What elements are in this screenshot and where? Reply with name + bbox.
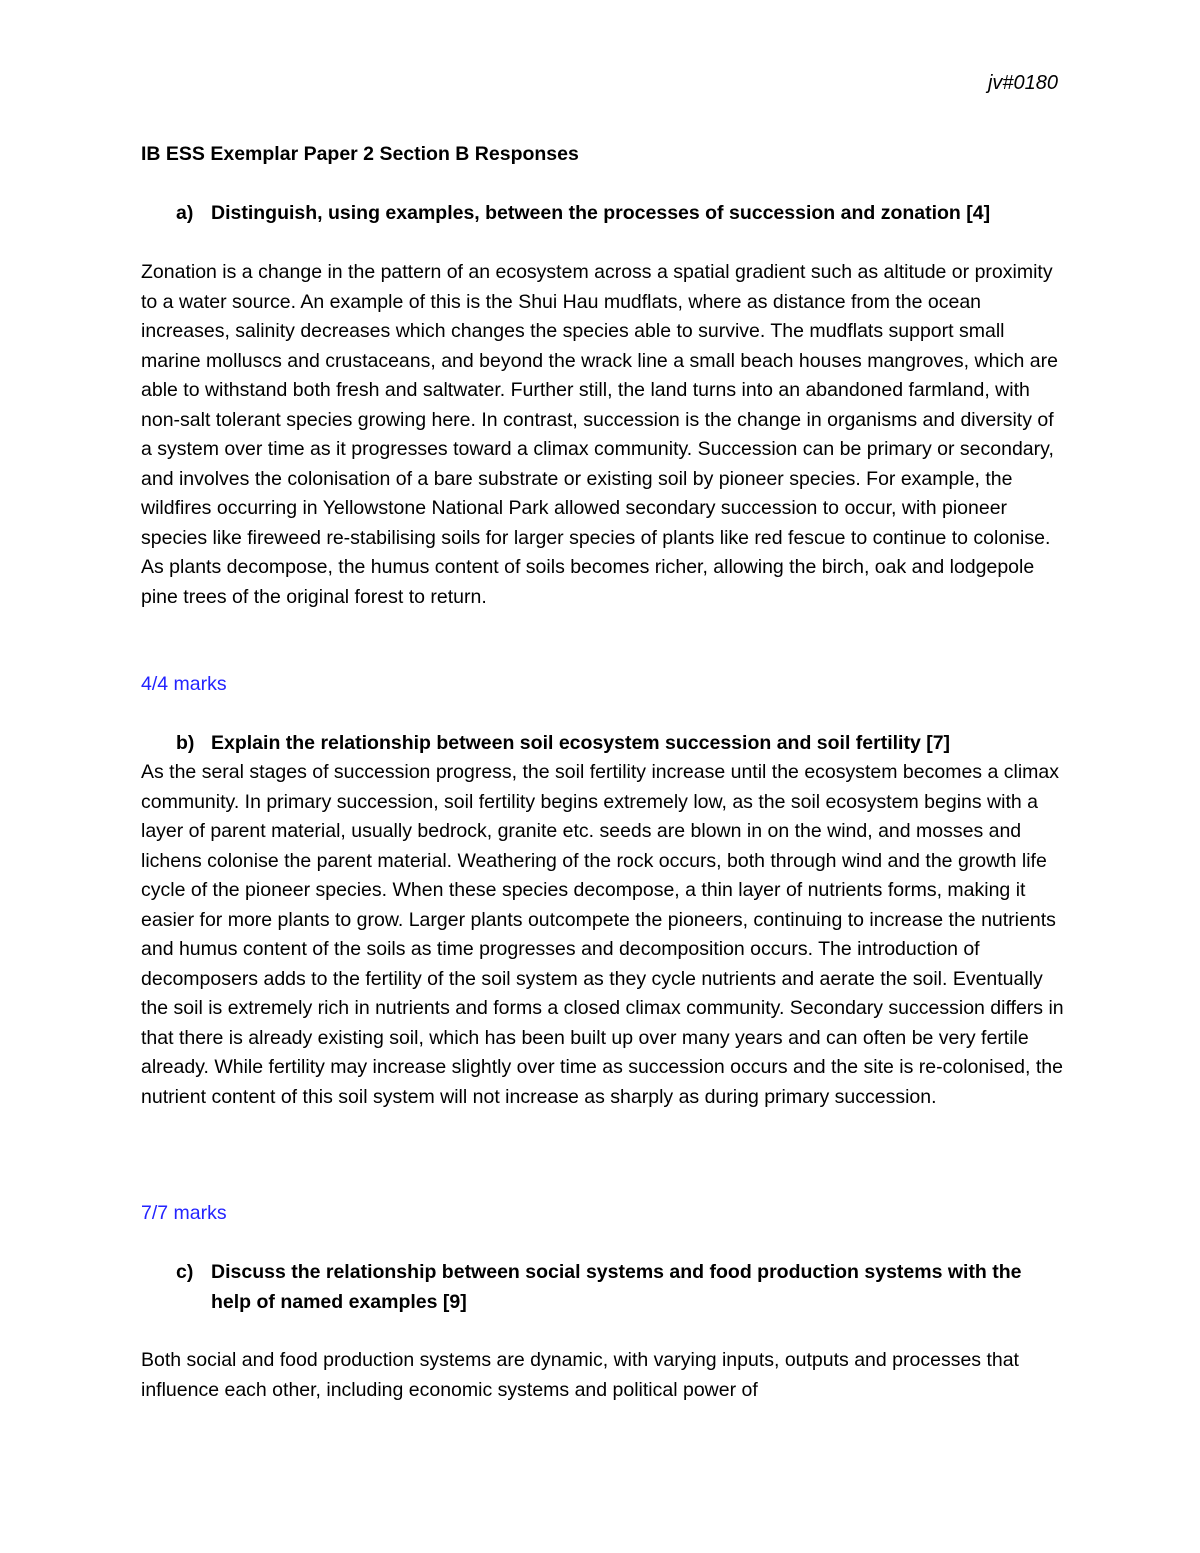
question-b-prompt <box>176 729 1066 759</box>
question-a-label: a) <box>176 202 194 224</box>
document-title: IB ESS Exemplar Paper 2 Section B Responses <box>141 143 579 165</box>
question-a-text: Distinguish, using examples, between the processes of succession and zonation [4] <box>211 202 991 224</box>
question-a-prompt <box>176 199 1066 229</box>
question-b-label: b) <box>176 732 195 754</box>
question-a-answer: Zonation is a change in the pattern of an ecosystem across a spatial gradient such as altitude or proximity to a water source. An example of this is the Shui Hau mudflats, where as distance from the ocean increases, salinity decreases which changes the species able to survive. The mudflats support small marine molluscs and crustaceans, and beyond the wrack line a small beach houses mangroves, which are able to withstand both fresh and saltwater. Further still, the land turns into an abandoned farmland, with non-salt tolerant species growing here. In contrast, succession is the change in organisms and diversity of a system over time as it progresses toward a climax community. Succession can be primary or secondary, and involves the colonisation of a bare substrate or existing soil by pioneer species. For example, the wildfires occurring in Yellowstone National Park allowed secondary succession to occur, with pioneer species like fireweed re-stabilising soils for larger species of plants like red fescue to continue to colonise. As plants decompose, the humus content of soils becomes richer, allowing the birch, oak and lodgepole pine trees of the original forest to return. <box>141 261 1058 608</box>
question-b-text: Explain the relationship between soil ecosystem succession and soil fertility [7] <box>211 732 951 754</box>
question-c-prompt <box>176 1258 1066 1317</box>
question-c-text: Discuss the relationship between social systems and food production systems with the help of named examples [9] <box>211 1261 1022 1313</box>
question-a-marks: 4/4 marks <box>141 673 227 695</box>
question-c-answer: Both social and food production systems are dynamic, with varying inputs, outputs and processes that influence each other, including economic systems and political power of <box>141 1349 1019 1401</box>
question-b-marks: 7/7 marks <box>141 1202 227 1224</box>
question-b-answer: As the seral stages of succession progress, the soil fertility increase until the ecosystem becomes a climax community. In primary succession, soil fertility begins extremely low, as the soil ecosystem begins with a layer of parent material, usually bedrock, granite etc. seeds are blown in on the wind, and mosses and lichens colonise the parent material. Weathering of the rock occurs, both through wind and the growth life cycle of the pioneer species. When these species decompose, a thin layer of nutrients forms, making it easier for more plants to grow. Larger plants outcompete the pioneers, continuing to increase the nutrients and humus content of the soils as time progresses and decomposition occurs. The introduction of decomposers adds to the fertility of the soil system as they cycle nutrients and aerate the soil. Eventually the soil is extremely rich in nutrients and forms a closed climax community. Secondary succession differs in that there is already existing soil, which has been built up over many years and can often be very fertile already. While fertility may increase slightly over time as succession occurs and the site is re-colonised, the nutrient content of this soil system will not increase as sharply as during primary succession. <box>141 761 1064 1108</box>
document-id: jv#0180 <box>987 72 1058 94</box>
question-c-label: c) <box>176 1261 194 1283</box>
